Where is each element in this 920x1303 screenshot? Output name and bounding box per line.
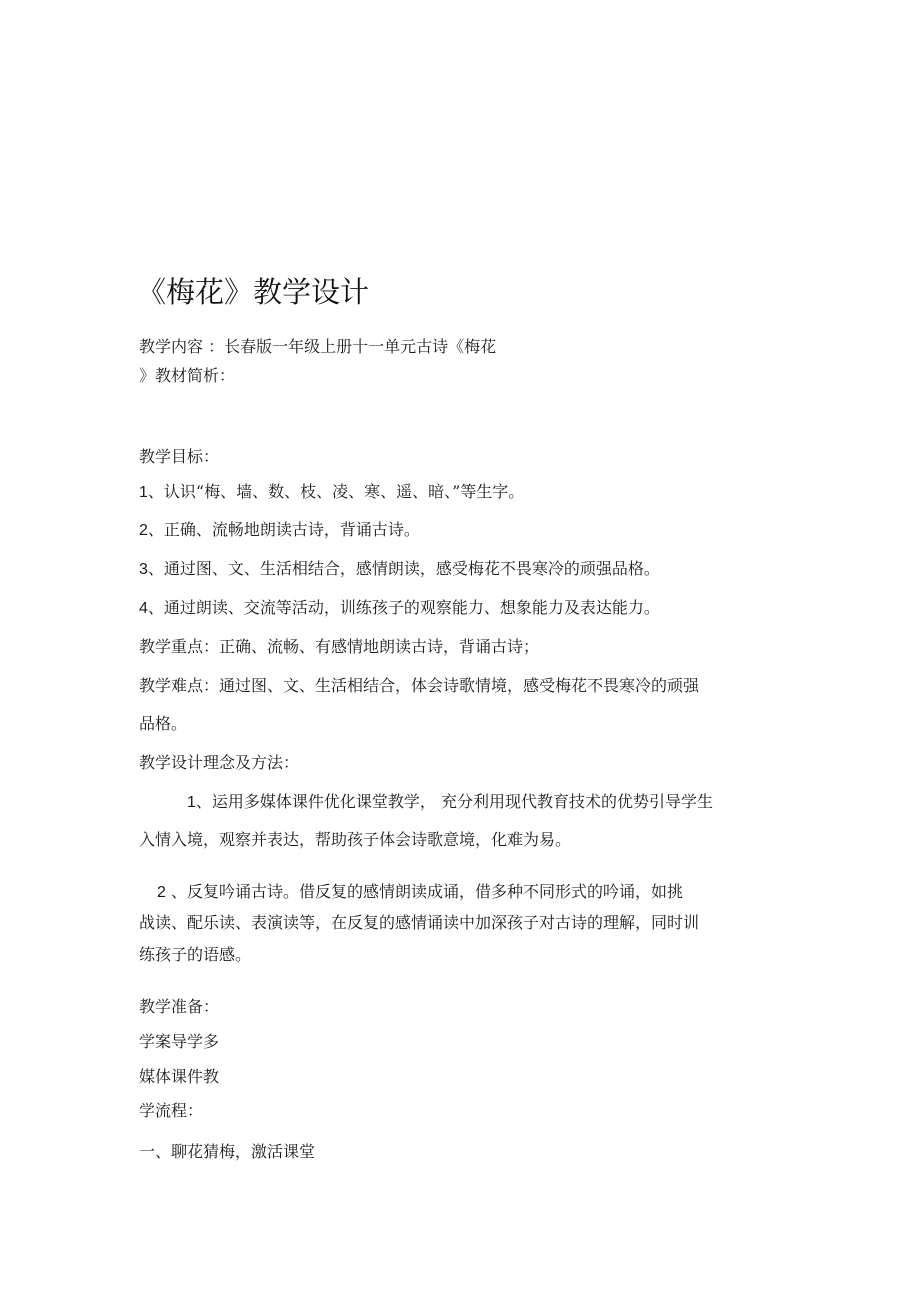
objective-text: 、正确、流畅地朗读古诗，背诵古诗。 (147, 520, 420, 539)
preparation-heading: 教学准备： (139, 997, 220, 1016)
method-text: 、反复吟诵古诗。借反复的感情朗读成诵，借多种不同形式的吟诵，如挑 (165, 882, 683, 901)
objective-text: 、通过朗读、交流等活动，训练孩子的观察能力、想象能力及表达能力。 (147, 598, 660, 617)
teaching-process-line: 学流程： (139, 1101, 204, 1120)
objective-number: 4 (139, 600, 148, 617)
objectives-heading: 教学目标： (139, 447, 220, 466)
objective-item (139, 482, 524, 503)
method-number: 2 (157, 884, 166, 901)
method-text-continued: 练孩子的语感。 (139, 945, 252, 964)
methods-heading: 教学设计理念及方法： (139, 753, 300, 772)
key-point-line: 教学重点：正确、流畅、有感情地朗读古诗，背诵古诗； (139, 637, 540, 656)
section-heading: 一、聊花猜梅，激活课堂 (139, 1142, 316, 1161)
objective-item (139, 520, 420, 541)
method-text: 、运用多媒体课件优化课堂教学， 充分利用现代教育技术的优势引导学生 (195, 792, 713, 811)
preparation-line: 媒体课件教 (139, 1067, 220, 1086)
preparation-line: 学案导学多 (139, 1032, 220, 1051)
objective-number: 1 (139, 484, 148, 501)
method-text-continued: 战读、配乐读、表演读等，在反复的感情诵读中加深孩子对古诗的理解，同时训 (139, 913, 700, 932)
objective-number: 3 (139, 561, 148, 578)
material-analysis-line: 》教材简析： (139, 366, 236, 385)
difficulty-line: 教学难点：通过图、文、生活相结合，体会诗歌情境，感受梅花不畏寒冷的顽强 (139, 676, 700, 695)
objective-text: 、认识“梅、墙、数、枝、凌、寒、遥、暗、”等生字。 (147, 482, 525, 501)
method-text-continued: 入情入境，观察并表达，帮助孩子体会诗歌意境，化难为易。 (139, 830, 572, 849)
method-number: 1 (187, 794, 196, 811)
method-item (157, 882, 683, 903)
objective-text: 、通过图、文、生活相结合，感情朗读，感受梅花不畏寒冷的顽强品格。 (147, 559, 660, 578)
difficulty-line-continued: 品格。 (139, 714, 188, 733)
objective-item (139, 598, 660, 619)
document-title: 《梅花》教学设计 (137, 275, 370, 309)
method-item (187, 792, 713, 813)
objective-item (139, 559, 660, 580)
teaching-content-line: 教学内容 ：长春版一年级上册十一单元古诗《梅花 (139, 337, 497, 356)
objective-number: 2 (139, 522, 148, 539)
